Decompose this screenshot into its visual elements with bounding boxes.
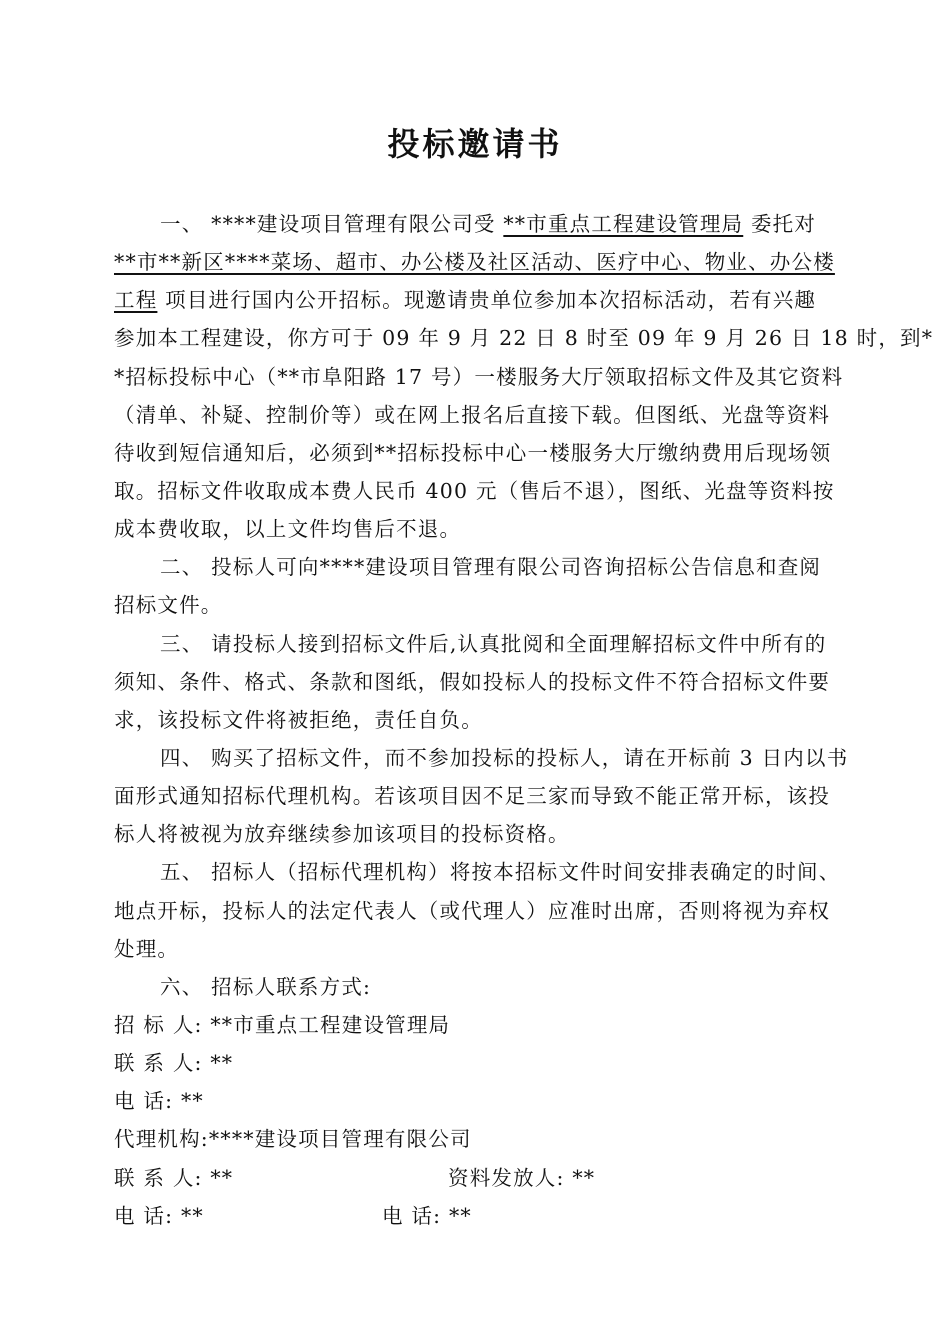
phone1-value: ** xyxy=(180,1089,204,1113)
para-1-line-5: *招标投标中心（**市阜阳路 17 号）一楼服务大厅领取招标文件及其它资料 xyxy=(114,365,844,389)
distributor-value: ** xyxy=(572,1166,596,1190)
para-4-line-3: 标人将被视为放弃继续参加该项目的投标资格。 xyxy=(114,822,570,846)
agency-contact-row xyxy=(114,1159,233,1197)
para-5-line-3: 处理。 xyxy=(114,937,180,961)
phone2-value: ** xyxy=(180,1204,204,1228)
para-2-line-2: 招标文件。 xyxy=(114,593,223,617)
para-1-line-1-tail: 委托对 xyxy=(750,212,817,236)
distributor-phone-row xyxy=(382,1197,472,1235)
phone3-value: ** xyxy=(448,1204,472,1228)
contact2-label: 联 系 人: xyxy=(114,1166,203,1190)
document-title: 投标邀请书 xyxy=(387,125,563,163)
phone3-label: 电 话: xyxy=(382,1204,442,1228)
para-1-line-1 xyxy=(160,205,816,243)
para-3-line-2: 须知、条件、格式、条款和图纸，假如投标人的投标文件不符合招标文件要 xyxy=(114,670,831,694)
para-6-line-1: 六、 招标人联系方式: xyxy=(160,975,372,999)
para-1-line-4: 参加本工程建设，你方可于 09 年 9 月 22 日 8 时至 09 年 9 月 26 日 18 时，到* xyxy=(114,326,934,350)
para-3-line-1: 三、 请投标人接到招标文件后,认真批阅和全面理解招标文件中所有的 xyxy=(160,632,827,656)
tenderer-value: **市重点工程建设管理局 xyxy=(210,1013,451,1037)
para-1-line-7: 待收到短信通知后，必须到**招标投标中心一楼服务大厅缴纳费用后现场领 xyxy=(114,441,832,465)
para-2-line-1: 二、 投标人可向****建设项目管理有限公司咨询招标公告信息和查阅 xyxy=(160,555,822,579)
distributor-label: 资料发放人: xyxy=(448,1166,565,1190)
agency-phone-row xyxy=(114,1197,204,1235)
phone2-label: 电 话: xyxy=(114,1204,174,1228)
para-1-line-3-text: 项目进行国内公开招标。现邀请贵单位参加本次招标活动，若有兴趣 xyxy=(165,288,817,312)
entrusting-party: **市重点工程建设管理局 xyxy=(503,212,744,236)
contact2-value: ** xyxy=(210,1166,234,1190)
agency-label: 代理机构: xyxy=(114,1127,209,1151)
agency-row xyxy=(114,1120,472,1158)
para-1-line-3 xyxy=(114,281,816,319)
contact1-label: 联 系 人: xyxy=(114,1051,203,1075)
para-1-line-9: 成本费收取，以上文件均售后不退。 xyxy=(114,517,462,541)
contact-person-row xyxy=(114,1044,233,1082)
para-5-line-1: 五、 招标人（招标代理机构）将按本招标文件时间安排表确定的时间、 xyxy=(160,860,841,884)
distributor-row xyxy=(448,1159,595,1197)
project-name: **市**新区****菜场、超市、办公楼及社区活动、医疗中心、物业、办公楼 xyxy=(114,250,835,274)
para-1-line-1-text: 一、 ****建设项目管理有限公司受 xyxy=(160,212,496,236)
para-4-line-2: 面形式通知招标代理机构。若该项目因不足三家而导致不能正常开标，该投 xyxy=(114,784,831,808)
project-name-cont: 工程 xyxy=(114,288,158,312)
contact1-value: ** xyxy=(210,1051,234,1075)
para-3-line-3: 求，该投标文件将被拒绝，责任自负。 xyxy=(114,708,483,732)
para-1-line-6: （清单、补疑、控制价等）或在网上报名后直接下载。但图纸、光盘等资料 xyxy=(114,403,831,427)
para-5-line-2: 地点开标，投标人的法定代表人（或代理人）应准时出席，否则将视为弃权 xyxy=(114,899,831,923)
para-1-line-8: 取。招标文件收取成本费人民币 400 元（售后不退），图纸、光盘等资料按 xyxy=(114,479,835,503)
contact-phone-row xyxy=(114,1082,204,1120)
para-4-line-1: 四、 购买了招标文件，而不参加投标的投标人，请在开标前 3 日内以书 xyxy=(160,746,849,770)
phone1-label: 电 话: xyxy=(114,1089,174,1113)
tenderer-label: 招 标 人: xyxy=(114,1013,203,1037)
contact-tenderer-row xyxy=(114,1006,450,1044)
agency-value: ****建设项目管理有限公司 xyxy=(208,1127,472,1151)
